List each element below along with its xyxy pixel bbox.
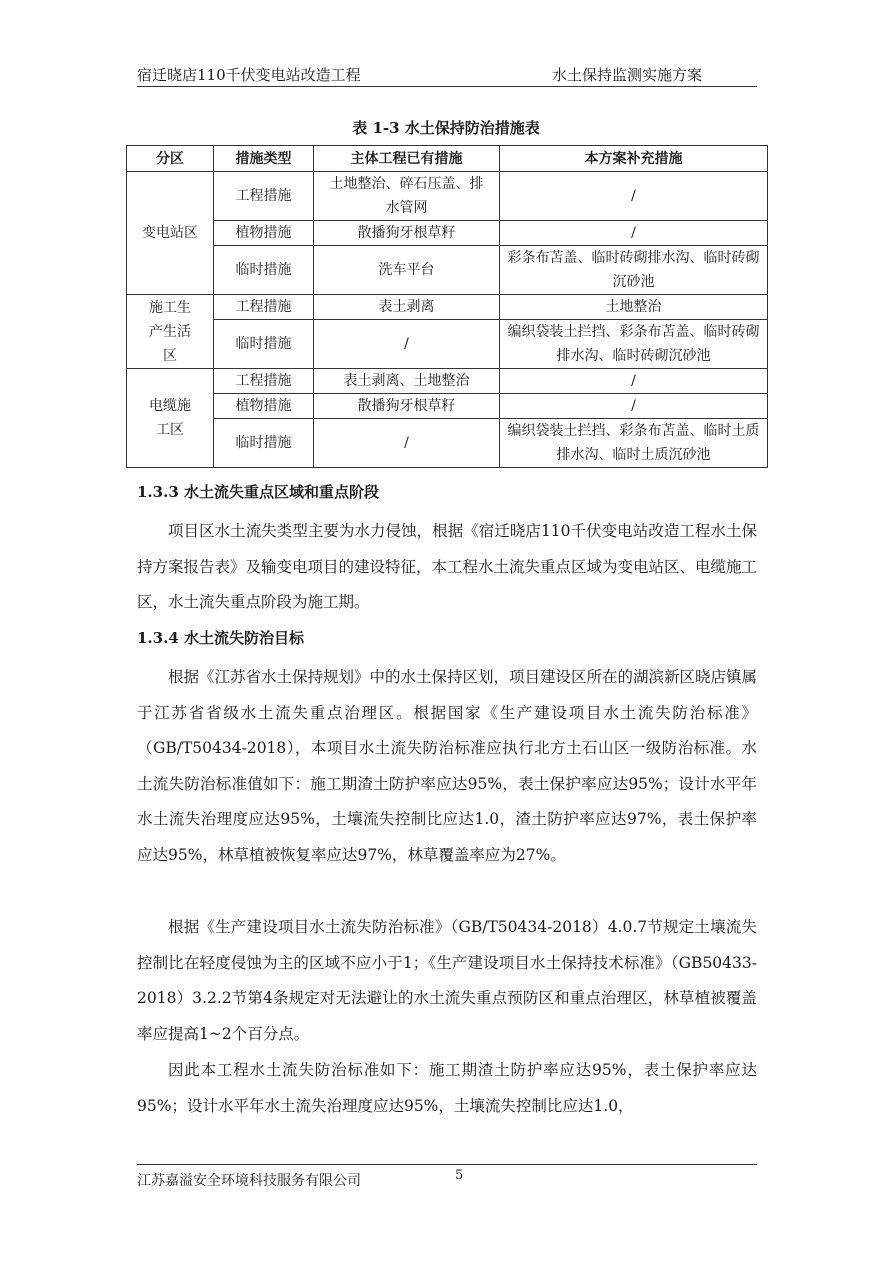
existing-measures-cell: 土地整治、碎石压盖、排水管网 (314, 172, 500, 221)
table-row (127, 295, 768, 320)
header-rule (137, 86, 757, 87)
supplementary-measures-cell: 编织袋装土拦挡、彩条布苫盖、临时砖砌排水沟、临时砖砌沉砂池 (500, 320, 768, 369)
supplementary-measures-cell: 彩条布苫盖、临时砖砌排水沟、临时砖砌沉砂池 (500, 246, 768, 295)
table-row (127, 394, 768, 419)
table-row (127, 419, 768, 468)
column-header-measure-type: 措施类型 (214, 146, 314, 172)
measures-table (126, 145, 768, 468)
measure-type-cell: 工程措施 (214, 369, 314, 394)
supplementary-measures-cell: / (500, 172, 768, 221)
supplementary-measures-cell: / (500, 221, 768, 246)
paragraph-standard-adjustment: 根据《生产建设项目水土流失防治标准》（GB/T50434-2018）4.0.7节规定土壤流失控制比在轻度侵蚀为主的区域不应小于1；《生产建设项目水土保持技术标准》（GB50433-2018）3.2.2节第4条规定对无法避让的水土流失重点预防区和重点治理区，林草植被覆盖率应提高1~2个百分点。 (137, 918, 757, 1043)
measure-type-cell: 临时措施 (214, 246, 314, 295)
measure-type-cell: 植物措施 (214, 394, 314, 419)
page-number: 5 (455, 1168, 464, 1183)
existing-measures-cell: 散播狗牙根草籽 (314, 221, 500, 246)
supplementary-measures-cell: / (500, 394, 768, 419)
table-row (127, 369, 768, 394)
table-header-row (127, 146, 768, 172)
zone-cell: 电缆施工区 (127, 369, 214, 468)
footer-rule (137, 1164, 757, 1165)
section-heading-prevention-targets: 1.3.4 水土流失防治目标 (137, 629, 304, 647)
table-row (127, 172, 768, 221)
existing-measures-cell: / (314, 419, 500, 468)
table-row (127, 320, 768, 369)
existing-measures-cell: / (314, 320, 500, 369)
section-heading-key-areas: 1.3.3 水土流失重点区域和重点阶段 (137, 483, 379, 501)
measure-type-cell: 植物措施 (214, 221, 314, 246)
table-row (127, 221, 768, 246)
zone-cell: 施工生产生活区 (127, 295, 214, 369)
table-caption: 表 1-3 水土保持防治措施表 (352, 119, 540, 137)
footer-company: 江苏嘉溢安全环境科技服务有限公司 (137, 1173, 361, 1189)
measure-type-cell: 临时措施 (214, 320, 314, 369)
existing-measures-cell: 洗车平台 (314, 246, 500, 295)
paragraph-key-areas: 项目区水土流失类型主要为水力侵蚀，根据《宿迁晓店110千伏变电站改造工程水土保持方案报告表》及输变电项目的建设特征，本工程水土流失重点区域为变电站区、电缆施工区，水土流失重点阶段为施工期。 (137, 522, 758, 612)
measure-type-cell: 临时措施 (214, 419, 314, 468)
measure-type-cell: 工程措施 (214, 172, 314, 221)
supplementary-measures-cell: 土地整治 (500, 295, 768, 320)
supplementary-measures-cell: / (500, 369, 768, 394)
column-header-supplementary-measures: 本方案补充措施 (500, 146, 768, 172)
measure-type-cell: 工程措施 (214, 295, 314, 320)
header-project-title: 宿迁晓店110千伏变电站改造工程 (137, 66, 361, 84)
supplementary-measures-cell: 编织袋装土拦挡、彩条布苫盖、临时土质排水沟、临时土质沉砂池 (500, 419, 768, 468)
table-row (127, 246, 768, 295)
existing-measures-cell: 表土剥离、土地整治 (314, 369, 500, 394)
zone-cell: 变电站区 (127, 172, 214, 295)
paragraph-prevention-standard: 根据《江苏省水土保持规划》中的水土保持区划，项目建设区所在的湖滨新区晓店镇属于江苏省省级水土流失重点治理区。根据国家《生产建设项目水土流失防治标准》（GB/T50434-2018），本项目水土流失防治标准应执行北方土石山区一级防治标准。水土流失防治标准值如下：施工期渣土防护率应达95%，表土保护率应达95%；设计水平年水土流失治理度应达95%，土壤流失控制比应达1.0，渣土防护率应达97%，表土保护率应达95%，林草植被恢复率应达97%，林草覆盖率应为27%。 (137, 668, 758, 864)
existing-measures-cell: 表土剥离 (314, 295, 500, 320)
paragraph-final-standard: 因此本工程水土流失防治标准如下：施工期渣土防护率应达95%，表土保护率应达95%；设计水平年水土流失治理度应达95%，土壤流失控制比应达1.0， (137, 1061, 757, 1115)
column-header-zone: 分区 (127, 146, 214, 172)
column-header-existing-measures: 主体工程已有措施 (314, 146, 500, 172)
header-document-title: 水土保持监测实施方案 (551, 66, 702, 84)
existing-measures-cell: 散播狗牙根草籽 (314, 394, 500, 419)
